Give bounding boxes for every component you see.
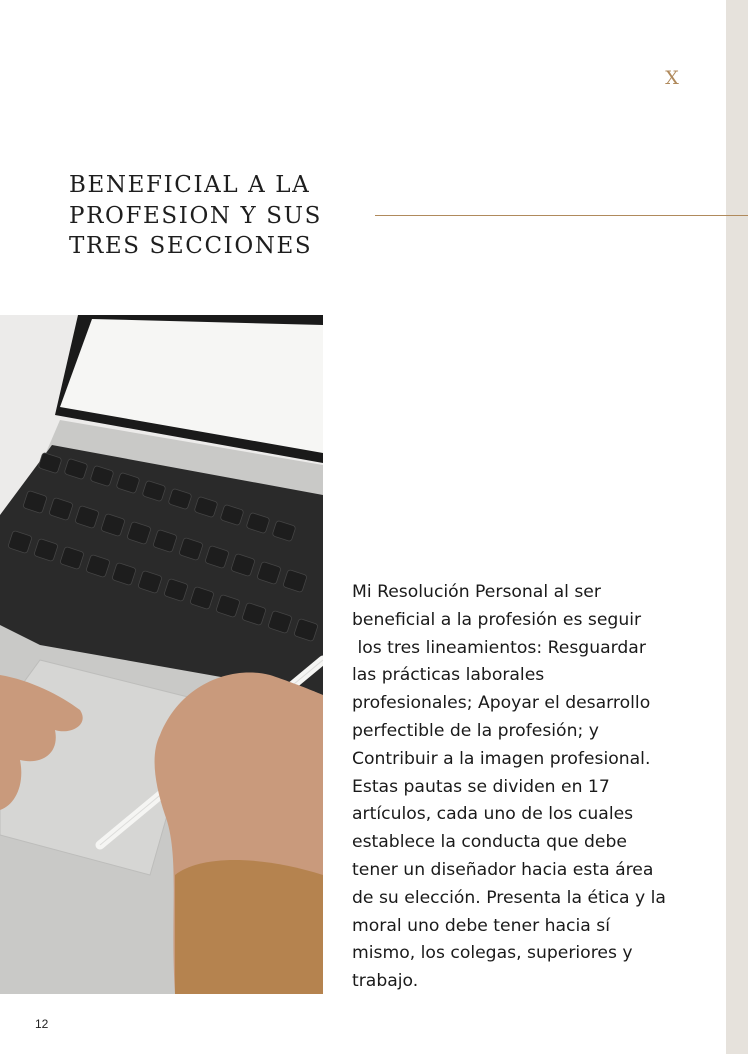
body-line: tener un diseñador hacia esta área (352, 859, 654, 880)
side-bar (726, 0, 748, 1054)
body-line: las prácticas laborales (352, 665, 545, 686)
body-line: moral uno debe tener hacia sí (352, 915, 610, 936)
page-number: 12 (35, 1017, 49, 1031)
body-paragraph (352, 579, 692, 996)
body-line: de su elección. Presenta la ética y la (352, 887, 666, 908)
body-line: artículos, cada uno de los cuales (352, 804, 634, 825)
body-line: mismo, los colegas, superiores y (352, 943, 633, 964)
body-line: Contribuir a la imagen profesional. (352, 748, 651, 769)
page-title (69, 170, 369, 262)
close-icon[interactable]: X (665, 67, 679, 89)
body-line: Estas pautas se dividen en 17 (352, 776, 610, 797)
body-line: Mi Resolución Personal al ser (352, 582, 601, 602)
title-line: TRES SECCIONES (69, 233, 313, 259)
body-line: los tres lineamientos: Resguardar (352, 637, 646, 658)
title-divider (375, 215, 748, 216)
body-line: beneficial a la profesión es seguir (352, 609, 642, 630)
body-line: establece la conducta que debe (352, 832, 627, 853)
body-line: profesionales; Apoyar el desarrollo (352, 693, 651, 714)
body-line: trabajo. (352, 971, 419, 992)
title-line: PROFESION Y SUS (69, 202, 322, 229)
title-line: BENEFICIAL A LA (69, 172, 311, 198)
body-line: perfectible de la profesión; y (352, 720, 599, 741)
laptop-photo (0, 315, 323, 994)
